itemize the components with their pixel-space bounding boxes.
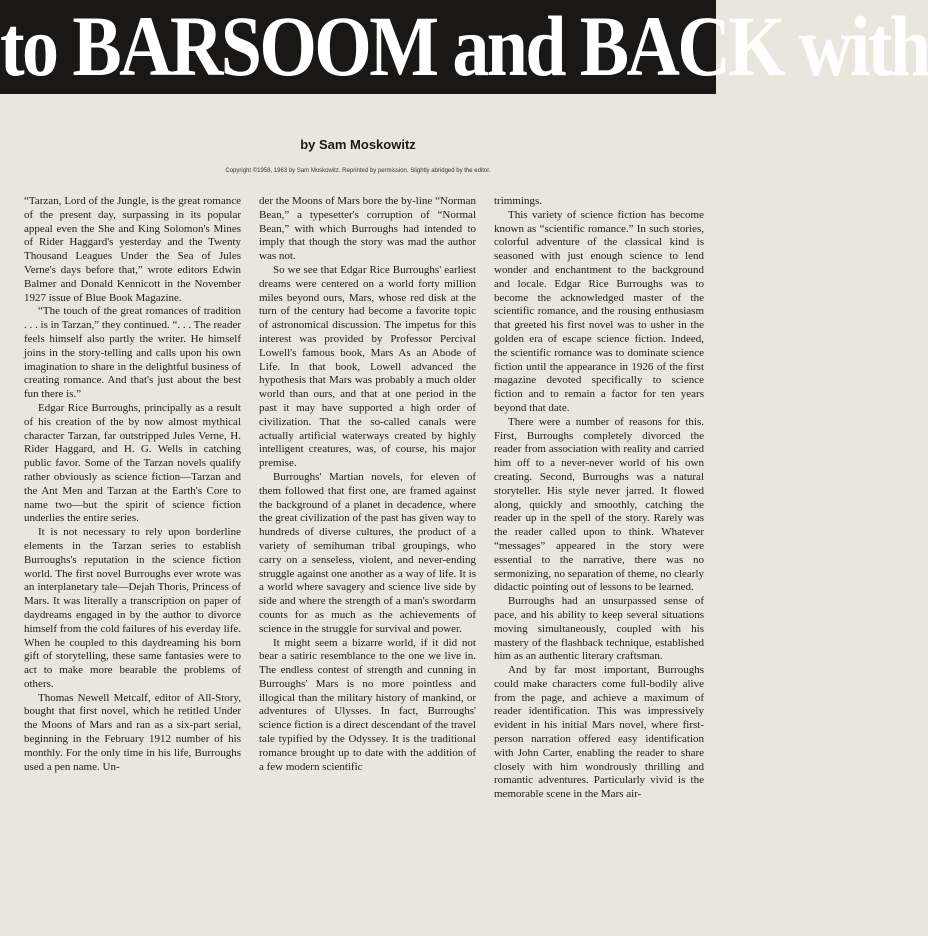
title-banner [0,0,928,94]
byline: by Sam Moskowitz [300,137,416,152]
text-column-3 [494,195,704,935]
copyright-notice: Copyright ©1958, 1963 by Sam Moskowitz. Reprinted by permission. Slightly abridged by the editor. [225,168,491,174]
paragraph: trimmings. [494,195,542,207]
article-title: to BARSOOM and BACK with [0,0,928,94]
paragraph: Burroughs had an unsurpassed sense of pace, and his ability to keep several situations moving simultaneously, coupled with his mastery of the flashback technique, established him as an authentic literary craftsman. [494,595,704,663]
paragraph: “Tarzan, Lord of the Jungle, is the great romance of the present day, surpassing in its popular appeal even the She and King Solomon's Mines of Rider Haggard's yesterday and the Twenty Thousand Leagues Under the Sea of Jules Verne's days before that,” wrote editors Edwin Balmer and Donald Kennicott in the November 1927 issue of Blue Book Magazine. [24,195,241,304]
paragraph: So we see that Edgar Rice Burroughs' earliest dreams were centered on a world forty million miles beyond ours, Mars, whose red disk at the turn of the century had become a favorite topic of astronomical discussion. The impetus for this interest was provided by Professor Percival Lowell's famous book, Mars As an Abode of Life. In that book, Lowell advanced the hypothesis that Mars was probably a much older world than ours, and that at one period in the past it may have supported a high order of civilization. That the so-called canals were actually artificial waterways created by highly intelligent creatures, was, of course, his major premise. [259,263,476,470]
paragraph: And by far most important, Burroughs could make characters come full-bodily alive from the page, and achieve a maximum of reader identification. This was impressively evident in his initial Mars novel, where first-person narration offered easy identification with John Carter, enabling the reader to share closely with him wondrously thrilling and romantic adventures. Particularly vivid is the memorable scene in the Mars air- [494,664,704,801]
paragraph: It might seem a bizarre world, if it did not bear a satiric resemblance to the one we live in. The endless contest of strength and cunning in Burroughs' Mars is no more pointless and illogical than the military history of mankind, or adventures of Ulysses. In fact, Burroughs' science fiction is a direct descendant of the travel tale typified by the Odyssey. It is the traditional romance brought up to date with the addition of a few modern scientific [259,636,476,773]
text-column-1 [24,195,241,935]
paragraph: There were a number of reasons for this. First, Burroughs completely divorced the reader from association with reality and carried him off to a never-never world of his own creating. Second, Burroughs was a natural storyteller. His style never jarred. It flowed along, quickly and smoothly, catching the reader up in the spell of the story. Rarely was the reader called upon to think. Whatever “messages” appeared in the story were essential to the narrative, there was no sermonizing, no separation of theme, no clearly didactic pointing out of lessons to be learned. [494,415,704,594]
paragraph: Thomas Newell Metcalf, editor of All-Story, bought that first novel, which he retitled Under the Moons of Mars and ran as a six-part serial, beginning in the February 1912 number of his monthly. For the only time in his life, Burroughs used a pen name. Un- [24,691,241,773]
paragraph: It is not necessary to rely upon borderline elements in the Tarzan series to establish Burroughs's reputation in the science fiction world. The first novel Burroughs ever wrote was an interplanetary tale—Dejah Thoris, Princess of Mars. It was literally a transcription on paper of daydreams engaged in by the author to divorce himself from the cold failures of his everday life. When he coupled to this daydreaming his born gift of storytelling, these same fantasies were to act to make more bearable the problems of others. [24,526,241,690]
paragraph: Burroughs' Martian novels, for eleven of them followed that first one, are framed against the background of a planet in decadence, where the great civilization of the past has given way to hundreds of diverse cultures, the product of a variety of semihuman tribal groupings, who carry on a senseless, violent, and never-ending struggle against one another as a way of life. It is a world where savagery and science live side by side and where the strength of a man's swordarm counts for as much as the achievements of science in the struggle for survival and power. [259,470,476,635]
paragraph: Edgar Rice Burroughs, principally as a result of his creation of the by now almost mythical character Tarzan, far outstripped Jules Verne, H. Rider Haggard, and H. G. Wells in catching public favor. Some of the Tarzan novels qualify rather obviously as science fiction—Tarzan and the Ant Men and Tarzan at the Earth's Core to name two—but the spirit of science fiction underlies the entire series. [24,401,241,525]
paragraph: “The touch of the great romances of tradition . . . is in Tarzan,” they continued. “. . . The reader feels himself also partly the writer. He himself joins in the story-telling and calls upon his own imagination to share in the delightful business of creating romance. And that's just about the best fun there is.” [24,305,241,401]
paragraph: This variety of science fiction has become known as “scientific romance.” In such stories, colorful adventure of the classical kind is seasoned with just enough science to lend wonder and enchantment to the background and locale. Edgar Rice Burroughs was to become the acknowledged master of the scientific romance, and the rousing enthusiasm that greeted his first novel was to usher in the golden era of escape science fiction. Indeed, the scientific romance was to dominate science fiction until the appearance in 1926 of the first magazine devoted specifically to science fiction and to remain a factor for ten years beyond that date. [494,208,704,414]
paragraph: der the Moons of Mars bore the by-line “Norman Bean,” a typesetter's corruption of “Normal Bean,” with which Burroughs had intended to imply that though the story was mad the author was not. [259,195,476,263]
text-column-2 [259,195,476,935]
